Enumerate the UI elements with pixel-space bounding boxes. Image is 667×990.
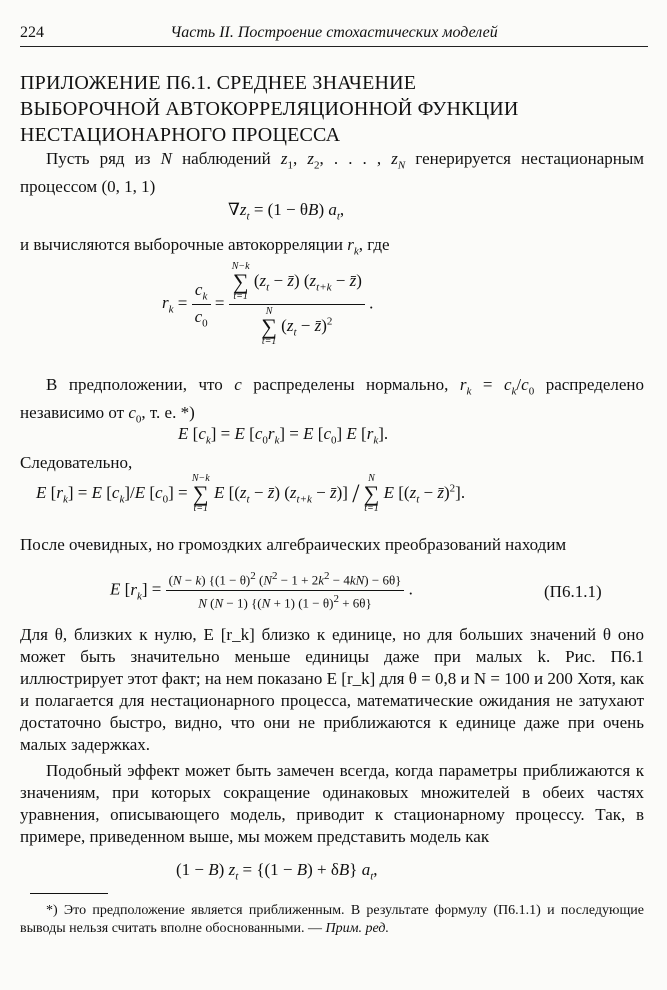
equation-expectation: E $[c_k] = E$ $[c_0r_k] = E$ $[c_0]$ E $[r_k]$.	[178, 424, 389, 447]
section-title-line-3: НЕСТАЦИОНАРНОГО ПРОЦЕССА	[20, 124, 341, 146]
p3-text-d: т. е. *)	[149, 403, 195, 423]
equation-factored: (1 − B) $z_t = \{(1 - B) + \delta B\}$ $a_t$,	[176, 860, 378, 883]
paragraph-5	[20, 534, 644, 556]
paragraph-4	[20, 452, 644, 474]
section-title-line-2: ВЫБОРОЧНОЙ АВТОКОРРЕЛЯЦИОННОЙ ФУНКЦИИ	[20, 98, 519, 120]
p3-text-c: распределено независимо от	[20, 375, 645, 423]
paragraph-1: Пусть ряд из N наблюдений $z_1$, $z_2$, . . . , $z_N$ генерируется нестационарным процессом (0, 1, 1)	[20, 149, 645, 197]
equation-p611: E $[r_k]$ = $\frac{(N - k) \{(1 - \theta)^2 (N^2 - 1 + 2k^2 - 4kN) - 6\theta\}}{N (N - 1) \{(N + 1) (1 - \theta)^2 + 6\theta\}}$ .	[110, 570, 413, 611]
page-number: 224	[20, 24, 44, 41]
footnote-text: *) Это предположение является приближенным. В результате формулу (П6.1.1) и последующие выводы нельзя считать вполне обоснованными. —	[20, 903, 644, 936]
footnote-rule	[30, 893, 108, 894]
equation-ratio: E $[r_k] = E$ $[c_k]/E$ $[c_0]$ = N−k ∑ t=1 E [($z_t$ − z̄) ($z_{t+k}$ − z̄)] / N ∑ t=1 E [($z_t$ − z̄)$^2$].	[36, 473, 466, 514]
paragraph-2: и вычисляются выборочные автокорреляции $r_k$, где	[20, 235, 390, 258]
p1-text-b: наблюдений	[182, 149, 271, 168]
section-title-line-1: ПРИЛОЖЕНИЕ П6.1. СРЕДНЕЕ ЗНАЧЕНИЕ	[20, 72, 417, 94]
footnote	[20, 902, 644, 938]
p3-text-b: распределены нормально,	[253, 375, 449, 394]
p3-text-a: В предположении, что	[46, 375, 223, 394]
p2-text-end: где	[367, 235, 390, 254]
footnote-attribution: Прим. ред.	[325, 921, 389, 936]
paragraph-7: Подобный эффект может быть замечен всегда, когда параметры приближаются к значениям, при которых сокращение одинаковых множителей в обеих частях уравнения, описывающего модель, приводит к стационарному процессу. Так, в примере, приведенном выше, мы можем представить модель как	[20, 761, 644, 846]
paragraph-6: Для θ, близких к нулю, E [r_k] близко к единице, но для больших значений θ оно может быть значительно меньше единицы даже при малых k. Рис. П6.1 иллюстрирует этот факт; на нем показано E [r_k] для θ = 0,8 и N = 100 и 200 Хотя, как и полагается для нестационарного процесса, математические ожидания не затухают достаточно быстро, видно, что они не приближаются к единице даже при очень малых задержках.	[20, 625, 644, 754]
p1-text-a: Пусть ряд из	[46, 149, 151, 168]
p5-text: После очевидных, но громоздких алгебраических преобразований находим	[20, 535, 567, 554]
p2-text: и вычисляются выборочные автокорреляции	[20, 235, 343, 254]
paragraph-3: В предположении, что c распределены нормально, $r_k = c_k/c_0$ распределено независимо от $c_0$, т. е. *)	[20, 375, 645, 426]
running-title: Часть II. Построение стохастических моделей	[170, 24, 498, 41]
section-title	[20, 70, 580, 148]
equation-rk: $r_k$ = $\frac{c_k}{c_0}$ = N−k ∑ t=1 ($z_t$ − z̄) ($z_{t+k}$ − z̄) N ∑ t=1 ($z_t$ − z̄)$^2$ .	[162, 261, 374, 347]
equation-number: (П6.1.1)	[544, 582, 602, 601]
running-header	[20, 24, 648, 47]
p4-text: Следовательно,	[20, 453, 133, 472]
equation-model: $\nabla z_t = (1 - \theta B)$ $a_t$,	[228, 200, 345, 223]
p1-text-c: генерируется нестационарным процессом (0, 1, 1)	[20, 149, 645, 197]
